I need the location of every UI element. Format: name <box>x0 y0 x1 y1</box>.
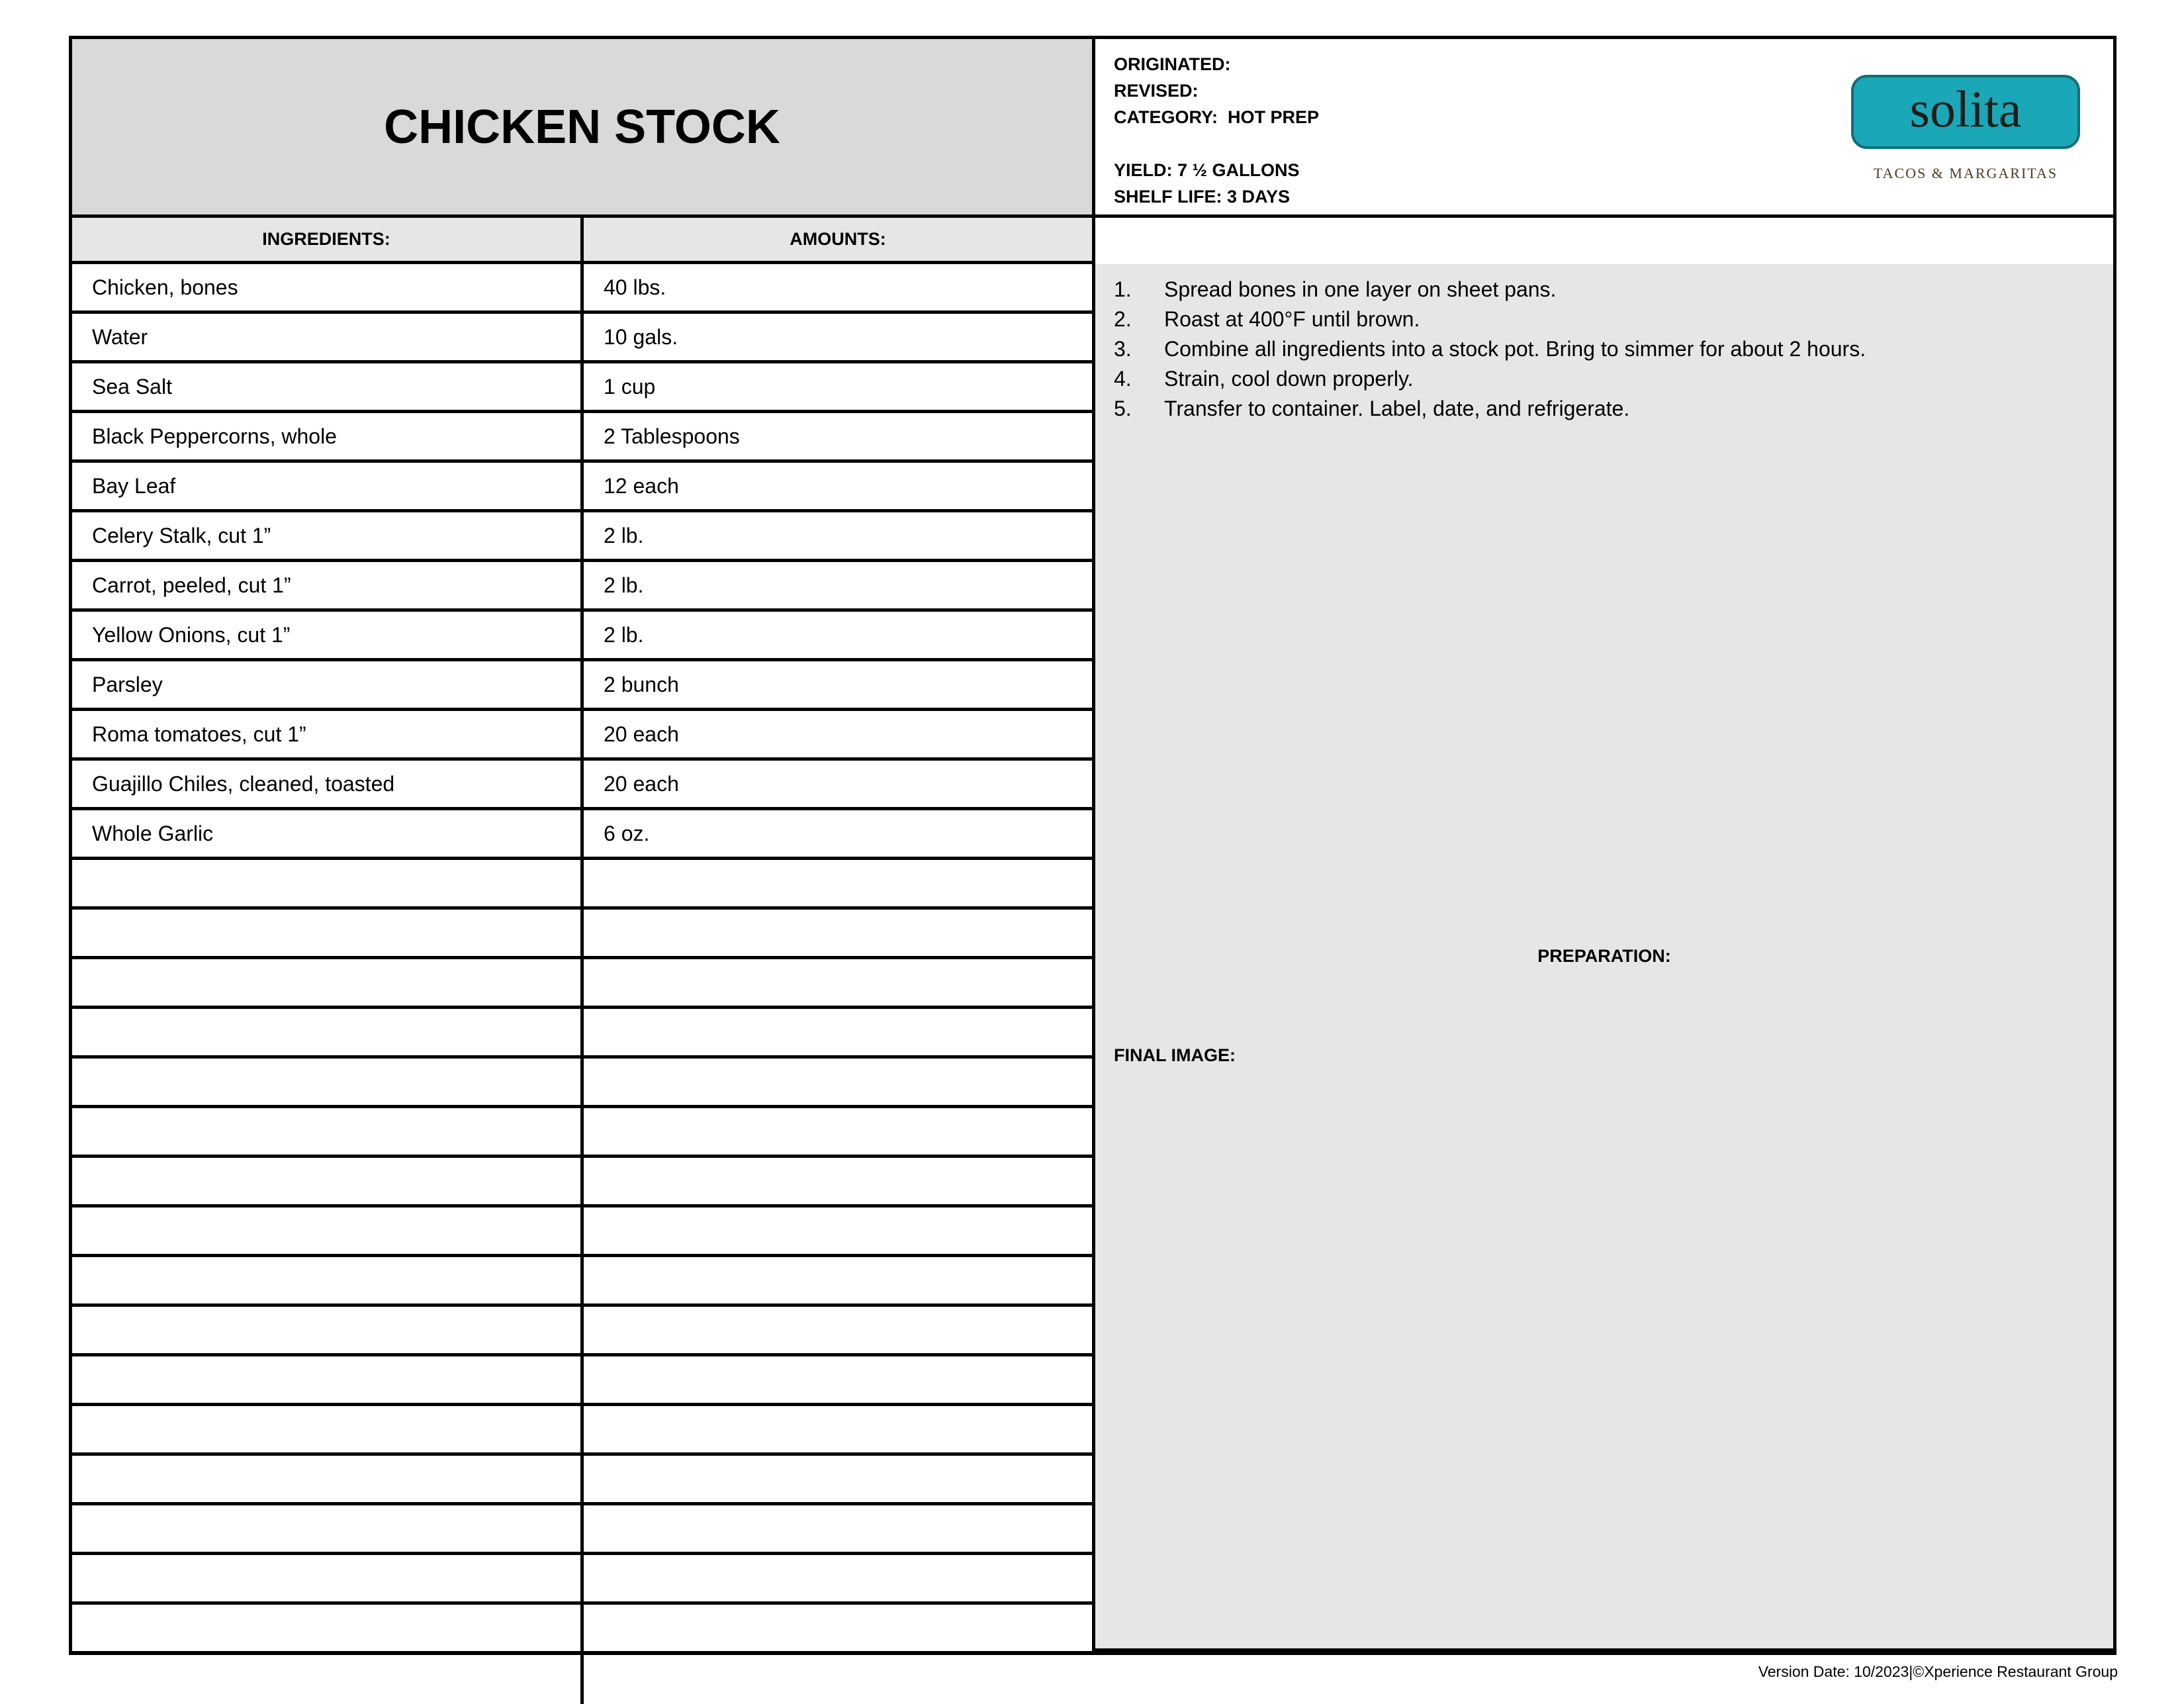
amount-cell: 20 each <box>604 722 679 746</box>
amount-cell <box>584 1108 1092 1155</box>
yield-label: YIELD: 7 ½ GALLONS <box>1114 160 1300 180</box>
table-row <box>72 1108 1092 1158</box>
table-row <box>72 1207 1092 1257</box>
step-text: Roast at 400°F until brown. <box>1164 307 1420 331</box>
table-row <box>72 959 1092 1009</box>
table-row <box>72 1257 1092 1307</box>
amount-cell <box>584 1307 1092 1353</box>
amount-cell: 10 gals. <box>604 324 678 349</box>
ingredient-cell <box>72 1207 584 1254</box>
table-row <box>72 413 1092 463</box>
amount-cell <box>584 1654 1092 1704</box>
ingredient-cell <box>72 1059 584 1105</box>
table-row <box>72 562 1092 612</box>
table-row <box>72 1009 1092 1059</box>
amount-cell <box>584 910 1092 956</box>
amount-cell <box>584 1456 1092 1502</box>
step-number: 2. <box>1114 307 1132 331</box>
ingredient-cell: Celery Stalk, cut 1” <box>72 512 584 559</box>
title-box <box>72 39 1095 218</box>
ingredients-table <box>72 264 1095 1652</box>
table-row <box>72 1605 1092 1654</box>
ingredient-cell <box>72 860 584 906</box>
ingredient-cell <box>72 1108 584 1155</box>
step-text: Strain, cool down properly. <box>1164 367 1414 391</box>
amount-cell <box>584 1605 1092 1651</box>
ingredient-cell <box>72 1009 584 1055</box>
ingredient-cell: Bay Leaf <box>72 463 584 509</box>
ingredient-cell: Parsley <box>72 661 584 708</box>
ingredient-cell <box>72 1605 584 1651</box>
amount-cell <box>584 1207 1092 1254</box>
preparation-step <box>1114 275 1866 305</box>
amount-cell: 6 oz. <box>604 821 650 845</box>
preparation-step <box>1114 334 1866 364</box>
solita-logo <box>1850 73 2081 186</box>
final-image-label: FINAL IMAGE: <box>1114 1045 1236 1065</box>
shelf-life-label: SHELF LIFE: 3 DAYS <box>1114 187 1291 207</box>
table-row <box>72 810 1092 860</box>
ingredient-cell <box>72 1654 584 1704</box>
ingredient-cell <box>72 1406 584 1452</box>
step-number: 3. <box>1114 337 1132 361</box>
preparation-step <box>1114 305 1866 334</box>
preparation-step <box>1114 394 1866 424</box>
ingredient-cell <box>72 1555 584 1601</box>
step-number: 4. <box>1114 367 1132 391</box>
category-label: CATEGORY: HOT PREP <box>1114 107 1320 127</box>
logo-tagline: TACOS & MARGARITAS <box>1873 165 2058 181</box>
step-text: Combine all ingredients into a stock pot. Bring to simmer for about 2 hours. <box>1164 337 1866 361</box>
ingredients-header: INGREDIENTS: <box>72 218 584 264</box>
step-number: 1. <box>1114 277 1132 301</box>
recipe-title: CHICKEN STOCK <box>384 100 780 154</box>
originated-label: ORIGINATED: <box>1114 54 1231 74</box>
ingredient-cell <box>72 1257 584 1303</box>
amount-cell: 2 Tablespoons <box>604 424 740 448</box>
ingredient-cell <box>72 910 584 956</box>
ingredient-cell: Black Peppercorns, whole <box>72 413 584 459</box>
preparation-panel <box>1095 264 2113 1652</box>
table-row <box>72 1456 1092 1505</box>
table-row <box>72 1059 1092 1108</box>
table-row <box>72 661 1092 711</box>
amount-cell: 1 cup <box>604 374 656 399</box>
table-row <box>72 264 1092 314</box>
ingredient-cell <box>72 1456 584 1502</box>
amount-cell <box>584 959 1092 1006</box>
table-row <box>72 1654 1092 1704</box>
step-number: 5. <box>1114 397 1132 420</box>
amount-cell <box>584 1158 1092 1204</box>
preparation-step <box>1114 364 1866 394</box>
table-row <box>72 1505 1092 1555</box>
meta-lines <box>1114 51 1319 210</box>
logo-wordmark: solita <box>1909 80 2022 138</box>
ingredient-cell <box>72 959 584 1006</box>
amount-cell <box>584 1406 1092 1452</box>
ingredient-cell: Whole Garlic <box>72 810 584 857</box>
table-row <box>72 1555 1092 1605</box>
table-row <box>72 711 1092 761</box>
ingredient-cell <box>72 1158 584 1204</box>
amount-cell <box>584 860 1092 906</box>
amount-cell: 40 lbs. <box>604 275 666 299</box>
recipe-card <box>69 36 2116 1655</box>
table-row <box>72 1356 1092 1406</box>
ingredient-cell: Chicken, bones <box>72 264 584 310</box>
amount-cell: 2 lb. <box>604 622 644 647</box>
ingredient-cell: Guajillo Chiles, cleaned, toasted <box>72 761 584 807</box>
table-row <box>72 1158 1092 1207</box>
amount-cell: 2 lb. <box>604 573 644 597</box>
table-row <box>72 363 1092 413</box>
table-row <box>72 612 1092 661</box>
table-row <box>72 1307 1092 1356</box>
ingredient-cell: Sea Salt <box>72 363 584 410</box>
table-row <box>72 761 1092 810</box>
ingredient-cell <box>72 1505 584 1552</box>
revised-label: REVISED: <box>1114 81 1199 101</box>
table-row <box>72 512 1092 562</box>
ingredient-cell: Roma tomatoes, cut 1” <box>72 711 584 757</box>
amount-cell: 2 bunch <box>604 672 679 696</box>
amount-cell <box>584 1505 1092 1552</box>
ingredient-cell <box>72 1356 584 1403</box>
amount-cell <box>584 1059 1092 1105</box>
ingredient-cell: Water <box>72 314 584 360</box>
amount-cell <box>584 1356 1092 1403</box>
amount-cell: 2 lb. <box>604 523 644 547</box>
ingredient-cell <box>72 1307 584 1353</box>
amount-cell: 12 each <box>604 473 679 498</box>
preparation-steps <box>1114 275 1866 424</box>
table-row <box>72 1406 1092 1456</box>
table-row <box>72 314 1092 363</box>
amount-cell <box>584 1555 1092 1601</box>
meta-box <box>1095 39 2113 218</box>
step-text: Transfer to container. Label, date, and refrigerate. <box>1164 397 1630 420</box>
table-row <box>72 910 1092 959</box>
ingredient-cell: Yellow Onions, cut 1” <box>72 612 584 658</box>
table-row <box>72 860 1092 910</box>
ingredient-cell: Carrot, peeled, cut 1” <box>72 562 584 608</box>
version-footer: Version Date: 10/2023|©Xperience Restaurant Group <box>1758 1663 2118 1680</box>
preparation-header: PREPARATION: <box>1095 264 2113 1652</box>
amount-cell <box>584 1257 1092 1303</box>
step-text: Spread bones in one layer on sheet pans. <box>1164 277 1557 301</box>
table-row <box>72 463 1092 512</box>
amount-cell <box>584 1009 1092 1055</box>
amount-cell: 20 each <box>604 771 679 796</box>
amounts-header: AMOUNTS: <box>584 218 1095 264</box>
